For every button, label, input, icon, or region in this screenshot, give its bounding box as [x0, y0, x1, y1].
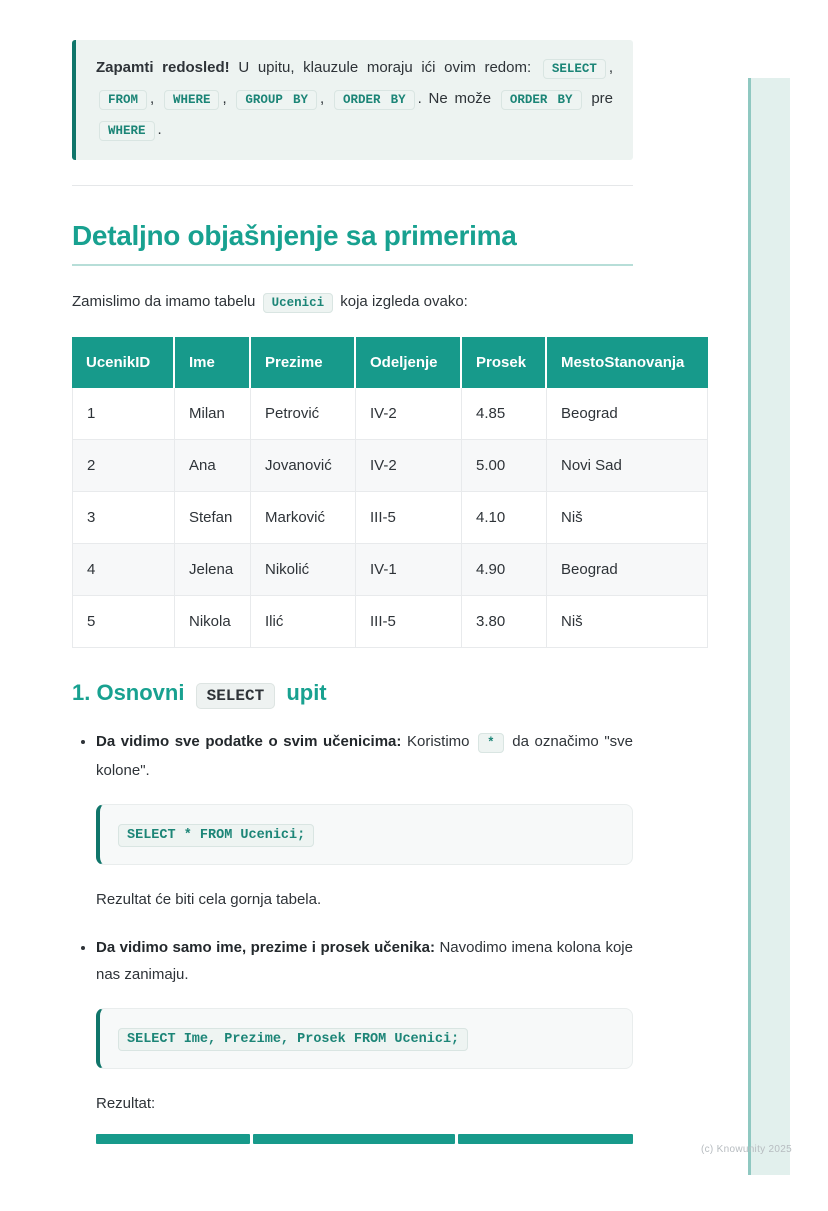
- table-cell: Nikolić: [251, 544, 356, 596]
- table-cell: 4.90: [462, 544, 547, 596]
- table-row: [72, 596, 708, 648]
- section-title: Detaljno objašnjenje sa primerima: [72, 220, 633, 266]
- table-cell: 4: [72, 544, 175, 596]
- table-cell: 3.80: [462, 596, 547, 648]
- result-table-preview: [96, 1134, 633, 1144]
- table-header-cell: Odeljenje: [356, 337, 462, 388]
- table-cell: Beograd: [547, 544, 708, 596]
- intro-paragraph: Zamislimo da imamo tabelu Ucenici koja izgleda ovako:: [72, 290, 633, 315]
- students-table: [72, 337, 708, 648]
- table-cell: 1: [72, 388, 175, 440]
- table-cell: III-5: [356, 596, 462, 648]
- table-cell: Nikola: [175, 596, 251, 648]
- preview-header-cell: [96, 1134, 250, 1144]
- table-header-cell: UcenikID: [72, 337, 175, 388]
- result-text: Rezultat:: [96, 1095, 156, 1112]
- document-content: [72, 40, 708, 1144]
- table-cell: Novi Sad: [547, 440, 708, 492]
- subsection-title: 1. Osnovni SELECT upit: [72, 680, 708, 706]
- table-header-row: [72, 337, 708, 388]
- preview-header-cell: [458, 1134, 633, 1144]
- list-item-text: • Da vidimo samo ime, prezime i prosek učenika: Navodimo imena kolona koje nas zanimaju.: [96, 939, 633, 983]
- section-divider: [72, 185, 633, 186]
- table-cell: Ana: [175, 440, 251, 492]
- inline-code-chip: ORDER BY: [501, 90, 582, 110]
- table-header-cell: Prosek: [462, 337, 547, 388]
- table-cell: IV-2: [356, 440, 462, 492]
- preview-header-cell: [253, 1134, 455, 1144]
- table-cell: Jovanović: [251, 440, 356, 492]
- table-row: [72, 544, 708, 596]
- code-block: [96, 1008, 633, 1069]
- result-text: Rezultat će biti cela gornja tabela.: [96, 891, 322, 908]
- list-item: [96, 934, 633, 1144]
- watermark: (c) Knowunity 2025: [700, 1144, 792, 1155]
- sql-code: SELECT * FROM Ucenici;: [118, 824, 314, 847]
- callout-text: Zapamti redosled! U upitu, klauzule moraju ići ovim redom: SELECT , FROM , WHERE , GROUP BY , ORDER BY . Ne može ORDER BY pre WHERE .: [96, 53, 613, 146]
- vertical-accent-bar: [748, 78, 790, 1175]
- table-cell: 5.00: [462, 440, 547, 492]
- bullet-list: [72, 728, 633, 1144]
- table-cell: Milan: [175, 388, 251, 440]
- table-cell: Petrović: [251, 388, 356, 440]
- table-cell: Niš: [547, 596, 708, 648]
- inline-code-chip: SELECT: [196, 683, 276, 709]
- list-item: [96, 728, 633, 910]
- callout-note: [72, 40, 633, 160]
- inline-code-chip: GROUP BY: [236, 90, 317, 110]
- inline-code-chip: ORDER BY: [334, 90, 415, 110]
- table-header-cell: Prezime: [251, 337, 356, 388]
- table-cell: Jelena: [175, 544, 251, 596]
- inline-code-chip: Ucenici: [263, 293, 334, 313]
- inline-code-chip: WHERE: [99, 121, 155, 141]
- inline-code-chip: WHERE: [164, 90, 220, 110]
- table-cell: 4.10: [462, 492, 547, 544]
- table-cell: III-5: [356, 492, 462, 544]
- table-cell: 5: [72, 596, 175, 648]
- table-row: [72, 492, 708, 544]
- inline-code-chip: *: [478, 733, 504, 753]
- sql-code: SELECT Ime, Prezime, Prosek FROM Ucenici;: [118, 1028, 468, 1051]
- table-header-cell: MestoStanovanja: [547, 337, 708, 388]
- table-cell: 3: [72, 492, 175, 544]
- table-cell: Marković: [251, 492, 356, 544]
- list-item-text: • Da vidimo sve podatke o svim učenicima: Koristimo * da označimo "sve kolone".: [96, 733, 633, 779]
- table-header-cell: Ime: [175, 337, 251, 388]
- table-cell: Niš: [547, 492, 708, 544]
- table-row: [72, 440, 708, 492]
- table-row: [72, 388, 708, 440]
- callout-lead: Zapamti redosled!: [96, 59, 230, 76]
- table-cell: Ilić: [251, 596, 356, 648]
- table-cell: IV-1: [356, 544, 462, 596]
- inline-code-chip: FROM: [99, 90, 147, 110]
- table-cell: IV-2: [356, 388, 462, 440]
- code-block: [96, 804, 633, 865]
- table-cell: 2: [72, 440, 175, 492]
- inline-code-chip: SELECT: [543, 59, 606, 79]
- table-cell: Stefan: [175, 492, 251, 544]
- table-cell: 4.85: [462, 388, 547, 440]
- table-cell: Beograd: [547, 388, 708, 440]
